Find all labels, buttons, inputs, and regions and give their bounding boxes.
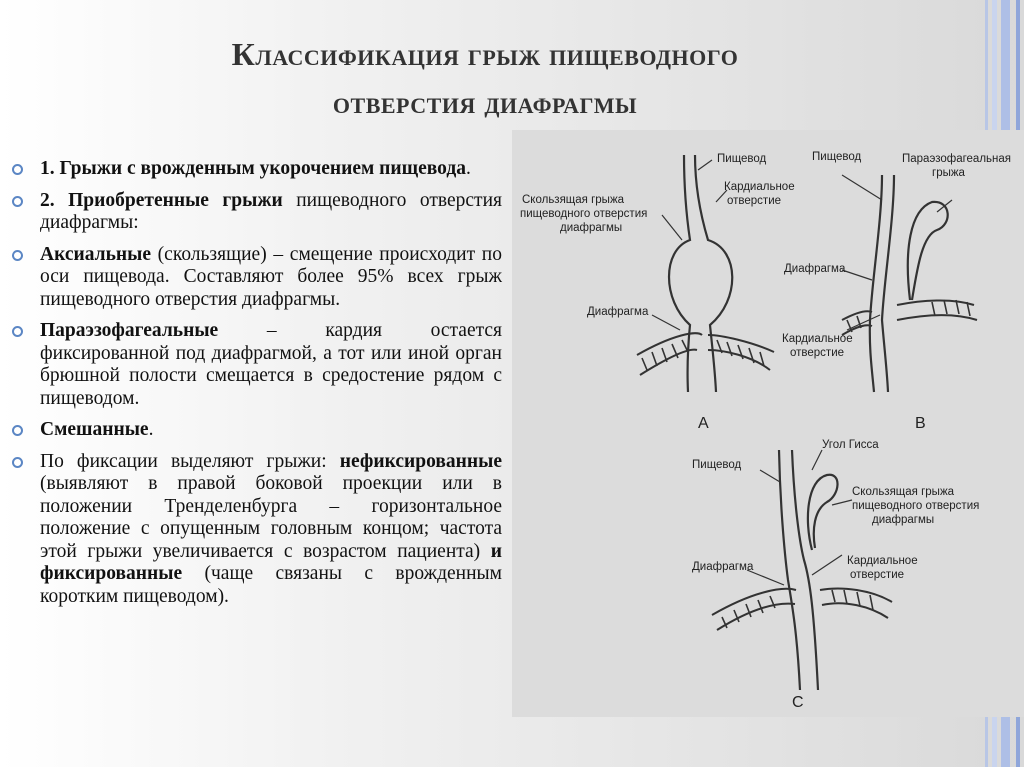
- item-text: (чаще связаны с врожденным коротким пищеводом).: [40, 563, 502, 607]
- sliding-sac-c: [808, 475, 838, 550]
- list-item: [10, 190, 502, 235]
- esophagus-c-left: [779, 450, 800, 690]
- diaphragm-b-right-lower: [897, 315, 977, 320]
- label-esophagus-a: Пищевод: [717, 153, 767, 165]
- esophagus-b-right: [882, 175, 894, 392]
- label-diaphragm-b: Диафрагма: [784, 263, 846, 275]
- item-text: .: [465, 158, 471, 179]
- list-item: [10, 451, 502, 609]
- diaphragm-c-right-lower: [822, 603, 888, 618]
- item-text: (скользящие) – смещение происходит по оси пищевода. Составляют более 95% всех грыж пищеводного отверстия диафрагмы.: [40, 243, 502, 310]
- diaphragm-hatching: [642, 340, 764, 370]
- diaphragm-b-right: [897, 300, 974, 305]
- title-line-1: Классификация грыж пищеводного: [231, 36, 739, 72]
- item-text: .: [148, 419, 154, 440]
- bullet-icon: [12, 250, 23, 261]
- item-bold: нефиксированные: [339, 450, 502, 472]
- label-letter-c: С: [792, 694, 804, 711]
- label-sliding-a: Скользящая грыжа пищеводного отверстия диафрагмы: [520, 194, 648, 234]
- item-bold: Смешанные: [40, 419, 149, 440]
- label-diaphragm-a: Диафрагма: [587, 306, 649, 318]
- leader-line: [847, 315, 880, 330]
- diaphragm-c-left-lower: [717, 604, 795, 630]
- label-esophagus-b: Пищевод: [812, 151, 862, 163]
- label-letter-a: А: [698, 415, 709, 432]
- leader-line: [842, 175, 882, 200]
- diagram-svg: [512, 130, 1024, 717]
- esophagus-b-left: [870, 175, 882, 392]
- bullet-icon: [12, 457, 23, 468]
- label-esophagus-c: Пищевод: [692, 459, 742, 471]
- item-text: – кардия остается фиксированной под диафрагмой, а тот или иной орган брюшной полости смещается в средостение рядом с пищеводом.: [40, 320, 502, 409]
- title-line-2: отверстия диафрагмы: [332, 84, 638, 120]
- label-letter-b: В: [915, 415, 926, 432]
- diaphragm-left: [637, 333, 702, 355]
- diaphragm-b-left: [842, 311, 872, 320]
- leader-line: [832, 500, 852, 505]
- paraesophageal-sac: [908, 202, 948, 300]
- page-title: [60, 30, 910, 126]
- hernia-diagram: [512, 130, 1024, 717]
- label-diaphragm-c: Диафрагма: [692, 561, 754, 573]
- item-bold: и фиксированные: [40, 540, 502, 584]
- label-paraesophageal-b: Параэзофагеальная грыжа: [902, 153, 1011, 179]
- label-sliding-c: Скользящая грыжа пищеводного отверстия диафрагмы: [852, 486, 980, 526]
- leader-line: [812, 555, 842, 575]
- bullet-icon: [12, 164, 23, 175]
- label-his-angle-c: Угол Гисса: [822, 439, 879, 451]
- leader-line: [812, 450, 822, 470]
- leader-line: [698, 160, 712, 170]
- item-text: пищеводного отверстия диафрагмы:: [40, 189, 502, 233]
- list-item: [10, 419, 502, 442]
- item-bold: Параэзофагеальные: [40, 320, 219, 341]
- diagram-b: [842, 175, 977, 392]
- bullet-icon: [12, 326, 23, 337]
- diaphragm-c-right: [820, 589, 892, 603]
- leader-line: [662, 215, 682, 240]
- classification-list: [10, 158, 502, 617]
- list-item: [10, 320, 502, 410]
- item-bold: 2. Приобретенные грыжи: [40, 189, 283, 211]
- item-text: По фиксации выделяют грыжи:: [40, 450, 340, 472]
- bullet-icon: [12, 425, 23, 436]
- item-bold: 1. Грыжи с врожденным укорочением пищевода: [40, 158, 466, 179]
- list-item: [10, 158, 502, 181]
- bullet-icon: [12, 196, 23, 207]
- leader-line: [652, 315, 680, 330]
- label-cardiac-c: Кардиальное отверстие: [847, 555, 918, 581]
- leader-line: [760, 470, 780, 482]
- list-item: [10, 244, 502, 312]
- diaphragm-hatching: [722, 590, 873, 628]
- label-cardiac-b: Кардиальное отверстие: [782, 333, 853, 359]
- leader-line: [842, 270, 872, 280]
- item-text: (выявляют в правой боковой проекции или в положении Тренделенбурга – горизонтальное положение с опущенным головным концом; частота этой грыжи увеличивается с возрастом пациента): [40, 473, 502, 562]
- item-bold: Аксиальные: [40, 243, 152, 265]
- label-cardiac-a: Кардиальное отверстие: [724, 181, 795, 207]
